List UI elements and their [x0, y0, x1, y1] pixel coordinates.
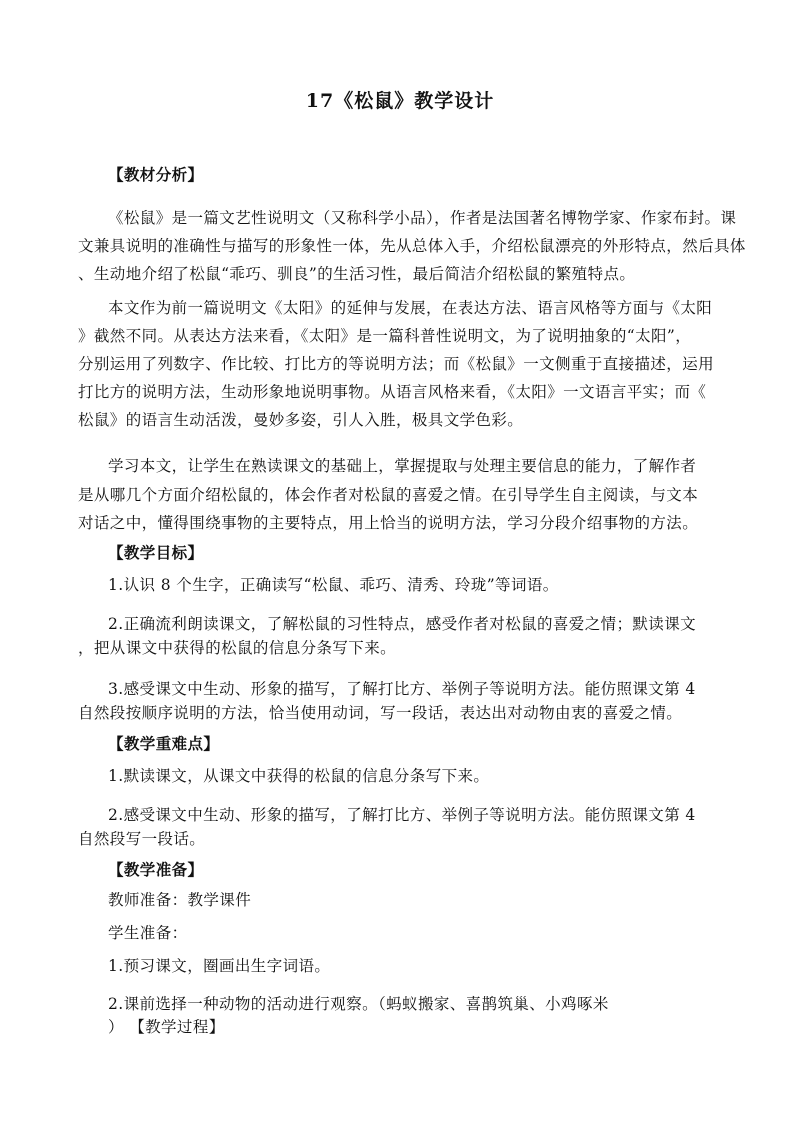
section-heading-preparation: 【教学准备】 — [108, 860, 204, 879]
paragraph-line: 分别运用了列数字、作比较、打比方的等说明方法；而《松鼠》一文侧重于直接描述，运用 — [78, 355, 715, 373]
paragraph-line: 对话之中，懂得围绕事物的主要特点，用上恰当的说明方法，学习分段介绍事物的方法。 — [78, 514, 699, 532]
goal-item: 3.感受课文中生动、形象的描写，了解打比方、举例子等说明方法。能仿照课文第 4 — [108, 680, 696, 698]
preparation-item: 学生准备： — [108, 924, 188, 942]
key-point-item-continuation: 自然段写一段话。 — [78, 830, 206, 848]
key-point-item: 2.感受课文中生动、形象的描写，了解打比方、举例子等说明方法。能仿照课文第 4 — [108, 806, 696, 824]
preparation-item: 教师准备：教学课件 — [108, 891, 252, 909]
goal-item: 2.正确流利朗读课文，了解松鼠的习性特点，感受作者对松鼠的喜爱之情；默读课文 — [108, 615, 696, 633]
paragraph-line: 、生动地介绍了松鼠“乖巧、驯良”的生活习性，最后简洁介绍松鼠的繁殖特点。 — [78, 265, 636, 283]
preparation-item: 2.课前选择一种动物的活动进行观察。（蚂蚁搬家、喜鹊筑巢、小鸡啄米 — [108, 995, 609, 1013]
section-heading-textbook-analysis: 【教材分析】 — [108, 165, 204, 184]
paragraph-line: 本文作为前一篇说明文《太阳》的延伸与发展，在表达方法、语言风格等方面与《太阳 — [108, 299, 713, 317]
paragraph-line: 》截然不同。从表达方法来看，《太阳》是一篇科普性说明文，为了说明抽象的“太阳”， — [78, 327, 692, 345]
paragraph-line: 松鼠》的语言生动活泼，曼妙多姿，引人入胜，极具文学色彩。 — [78, 411, 524, 429]
preparation-item-continuation: ） 【教学过程】 — [108, 1018, 225, 1036]
goal-item-continuation: ，把从课文中获得的松鼠的信息分条写下来。 — [78, 639, 397, 657]
paragraph-line: 学习本文，让学生在熟读课文的基础上，掌握提取与处理主要信息的能力，了解作者 — [108, 457, 697, 475]
goal-item: 1.认识 8 个生字，正确读写“松鼠、乖巧、清秀、玲珑”等词语。 — [108, 576, 559, 594]
goal-item-continuation: 自然段按顺序说明的方法，恰当使用动词，写一段话，表达出对动物由衷的喜爱之情。 — [78, 704, 683, 722]
paragraph-line: 是从哪几个方面介绍松鼠的，体会作者对松鼠的喜爱之情。在引导学生自主阅读，与文本 — [78, 486, 699, 504]
paragraph-line: 《松鼠》是一篇文艺性说明文（又称科学小品），作者是法国著名博物学家、作家布封。课 — [108, 209, 737, 227]
section-heading-key-points: 【教学重难点】 — [108, 734, 220, 753]
preparation-item: 1.预习课文，圈画出生字词语。 — [108, 957, 331, 975]
paragraph-line: 打比方的说明方法，生动形象地说明事物。从语言风格来看，《太阳》一文语言平实；而《 — [78, 383, 707, 401]
paragraph-line: 文兼具说明的准确性与描写的形象性一体，先从总体入手，介绍松鼠漂亮的外形特点，然后具体 — [78, 237, 746, 255]
key-point-item: 1.默读课文，从课文中获得的松鼠的信息分条写下来。 — [108, 767, 490, 785]
section-heading-teaching-goals: 【教学目标】 — [108, 543, 204, 562]
document-title: 17《松鼠》教学设计 — [305, 90, 495, 112]
